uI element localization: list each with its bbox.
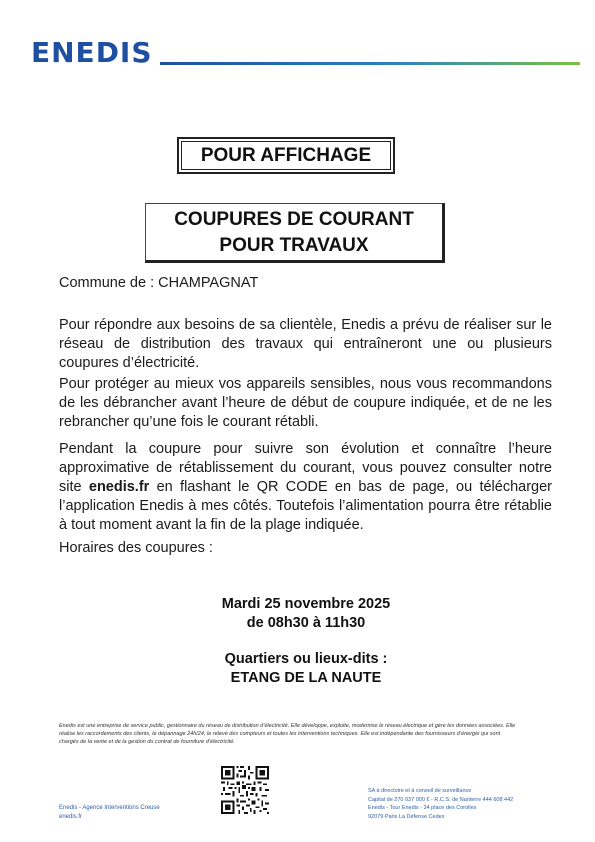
commune-name: CHAMPAGNAT	[158, 275, 259, 291]
locations-block	[0, 650, 595, 688]
footer-address-line1: Enedis - Tour Enedis - 34 place des Corolles	[368, 805, 477, 811]
header-gradient-line	[160, 62, 580, 65]
coupures-title-line2: POUR TRAVAUX	[219, 235, 369, 256]
enedis-site-link[interactable]: enedis.fr	[88, 479, 150, 495]
enedis-logo	[31, 35, 161, 67]
footer-right	[368, 787, 513, 821]
locations-label: Quartiers ou lieux-dits :	[224, 651, 388, 667]
schedule-time: de 08h30 à 11h30	[246, 615, 366, 631]
footer-agency: Enedis - Agence Interventions Creuse	[59, 805, 160, 811]
body-paragraph-2: Pour protéger au mieux vos appareils sensibles, nous vous recommandons de les débrancher avant l’heure de début de coupure indiquée, et de ne les rebrancher qu’une fois le courant rétabli.	[59, 376, 552, 430]
qr-code-icon[interactable]	[221, 766, 269, 814]
body-paragraph-1: Pour répondre aux besoins de sa clientèle, Enedis a prévu de réaliser sur le réseau de distribution des travaux qui entraîneront une ou plusieurs coupures d’électricité.	[59, 317, 552, 371]
horaires-label: Horaires des coupures :	[59, 540, 213, 556]
footer-capital: Capital de 270 037 000 € - R.C.S. de Nanterre 444 608 442	[368, 796, 514, 803]
pour-affichage-box	[177, 137, 395, 174]
coupures-title-box	[145, 203, 445, 263]
footer-site-link[interactable]: enedis.fr	[59, 814, 83, 820]
locations-name: ETANG DE LA NAUTE	[230, 670, 382, 686]
schedule-block	[0, 595, 595, 633]
coupures-title-line1: COUPURES DE COURANT	[174, 209, 414, 230]
footer-left	[59, 804, 160, 822]
commune-label: Commune de :	[59, 275, 159, 291]
footer-address-line2: 92079 Paris La Défense Cedex	[368, 813, 445, 820]
enedis-logo-text: ENEDIS	[31, 36, 153, 67]
body-paragraph-3-after: en flashant le QR CODE en bas de page, ou télécharger l’application Enedis à mes côtés. Toutefois l’alimentation pourra être rétablie à tout moment avant la fin de la plage indiquée.	[59, 479, 553, 533]
schedule-date: Mardi 25 novembre 2025	[221, 596, 391, 612]
body-paragraph-3	[59, 440, 552, 535]
commune-line	[59, 275, 258, 291]
pour-affichage-label: POUR AFFICHAGE	[200, 145, 372, 166]
legal-notice: Enedis est une entreprise de service public, gestionnaire du réseau de distribution d’électricité. Elle développe, exploite, modernise le réseau électrique et gère les données associées. Elle réalise les raccordements des clients, le dépannage 24h/24, le relevé des compteurs et toutes les interventions techniques. Elle est indépendante des fournisseurs d’énergie qui sont chargés de la vente et de la gestion du contrat de fourniture d’électricité.	[59, 723, 516, 745]
footer-company-type: SA à directoire et à conseil de surveillance	[368, 788, 472, 794]
body-paragraph-3-before: Pendant la coupure pour suivre son évolution et connaître l’heure approximative de rétablissement du courant, vous pouvez consulter notre site	[59, 441, 552, 495]
